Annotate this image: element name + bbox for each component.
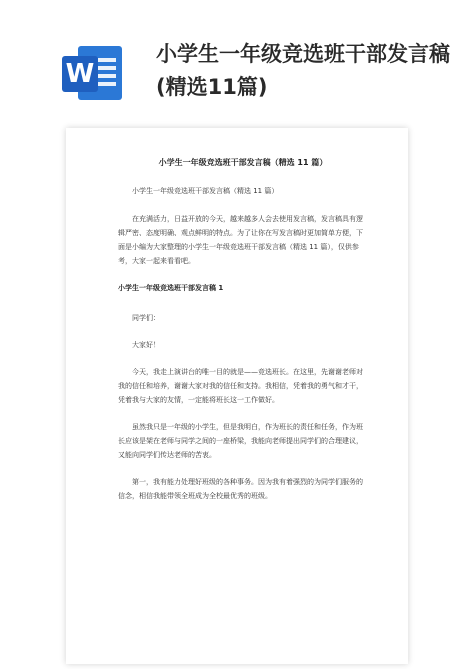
document-page <box>66 128 408 664</box>
greeting-everyone: 大家好！ <box>132 341 160 349</box>
document-subtitle: 小学生一年级竞选班干部发言稿（精选 11 篇） <box>132 187 279 195</box>
intro-paragraph: 在充满活力，日益开放的今天，越来越多人会去使用发言稿，发言稿具有逻辑严密、态度明确、观点鲜明的特点。为了让你在写发言稿时更加简单方便，下面是小编为大家整理的小学生一年级竞选班干部发言稿（精选 11 篇），仅供参考，大家一起来看看吧。 <box>118 215 363 265</box>
section-heading: 小学生一年级竞选班干部发言稿 1 <box>118 284 224 292</box>
paragraph-3: 第一，我有能力处理好班级的各种事务。因为我有着强烈的为同学们服务的信念，相信我能带领全班成为全校最优秀的班级。 <box>118 478 363 500</box>
paragraph-2: 虽然我只是一年级的小学生，但是我明白，作为班长的责任和任务，作为班长应该是架在老师与同学之间的一座桥梁，我能向老师提出同学们的合理建议，又能向同学们传达老师的苦衷。 <box>118 423 363 459</box>
top-banner <box>0 0 474 130</box>
document-title: 小学生一年级竞选班干部发言稿（精选 11 篇） <box>158 158 328 167</box>
document-body <box>118 156 368 516</box>
paragraph-1: 今天，我走上演讲台的唯一目的就是——竞选班长。在这里，先谢谢老师对我的信任和培养，谢谢大家对我的信任和支持。我相信，凭着我的勇气和才干，凭着我与大家的友情，一定能将班长这一工作做好。 <box>118 368 363 404</box>
word-logo-icon <box>62 42 124 104</box>
word-letter-tile: W <box>62 56 98 92</box>
banner-title: 小学生一年级竞选班干部发言稿(精选11篇) <box>156 42 450 99</box>
greeting-classmates: 同学们： <box>132 314 160 322</box>
